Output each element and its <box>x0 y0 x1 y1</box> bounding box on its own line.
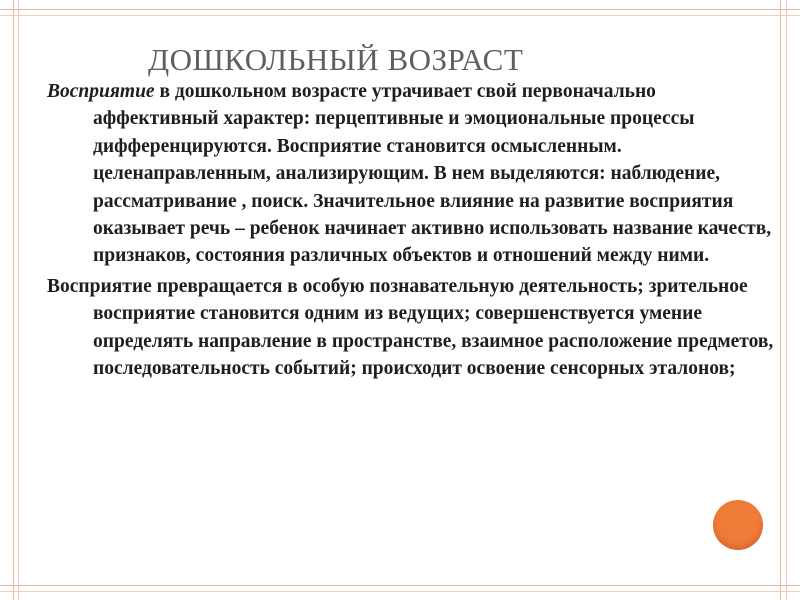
paragraph-2-text: Восприятие превращается в особую познавательную деятельность; зрительное восприятие становится одним из ведущих; совершенствуется умение определять направление в пространстве, взаимное расположение предметов, последовательность событий; происходит освоение сенсорных эталонов; <box>47 275 774 380</box>
frame-line-bottom-outer <box>0 585 800 586</box>
frame-line-left-inner <box>18 0 19 600</box>
frame-line-top-outer <box>0 9 800 10</box>
lead-word: Восприятие <box>47 81 155 102</box>
paragraph-perception-intro <box>47 78 782 270</box>
slide-title: ДОШКОЛЬНЫЙ ВОЗРАСТ <box>148 42 524 77</box>
frame-line-top-inner <box>0 15 800 16</box>
frame-line-right-inner <box>786 0 787 600</box>
frame-line-left-outer <box>13 0 14 600</box>
paragraph-1-text: в дошкольном возрасте утрачивает свой первоначально аффективный характер: перцептивные и эмоциональные процессы дифференцируются. Восприятие становится осмысленным. целенаправленным, анализирующим. В нем выделяются: наблюдение, рассматривание , поиск. Значительное влияние на развитие восприятия оказывает речь – ребенок начинает активно использовать название качеств, признаков, состояния различных объектов и отношений между ними. <box>93 81 772 267</box>
decorative-orange-circle <box>713 500 763 550</box>
paragraph-perception-activity <box>47 273 782 383</box>
slide-body <box>47 78 782 385</box>
frame-line-bottom-inner <box>0 591 800 592</box>
